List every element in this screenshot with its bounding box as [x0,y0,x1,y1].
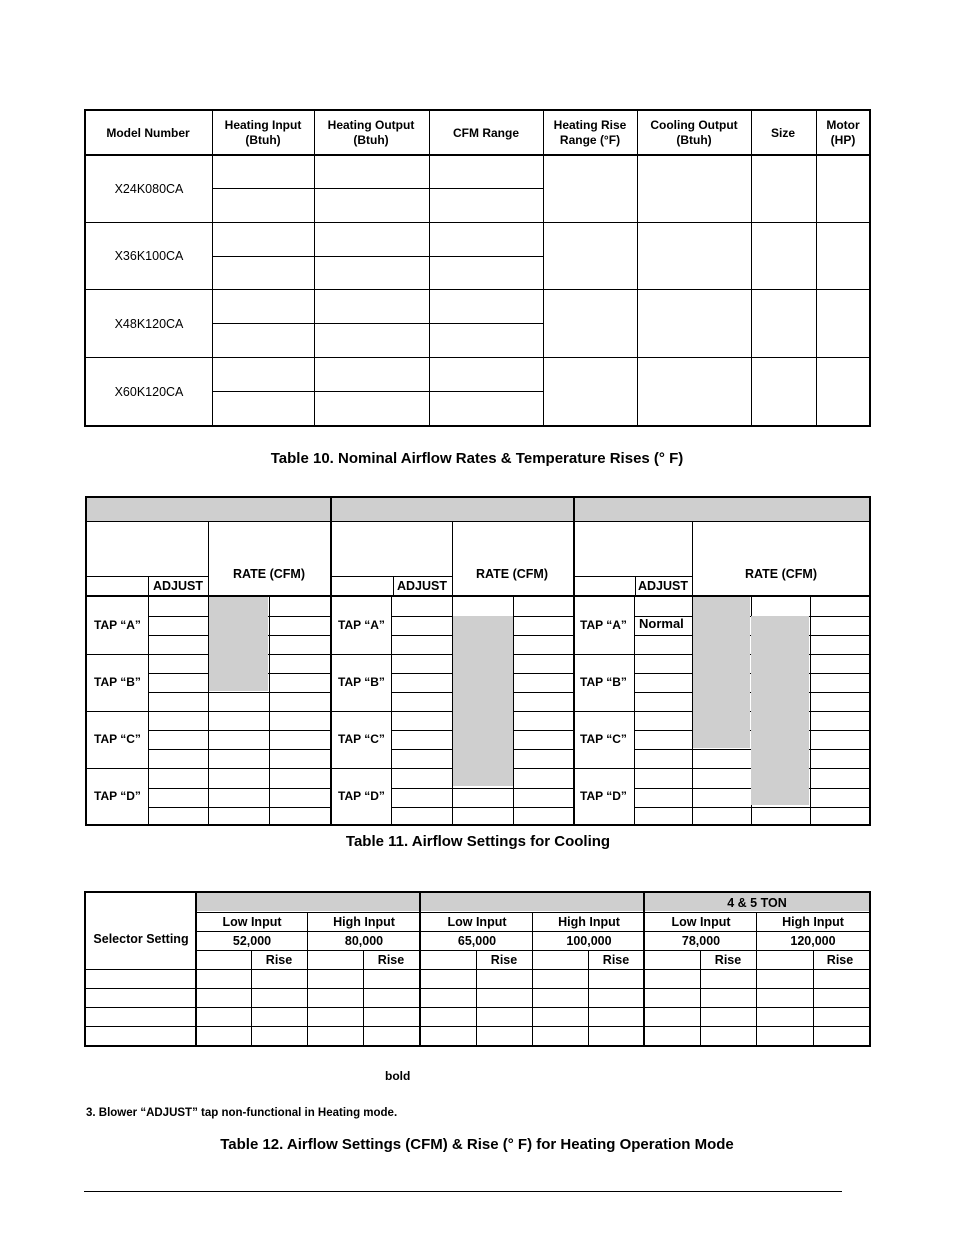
adjust-divider [393,576,394,595]
rise-label: Rise [826,953,854,967]
adjust-label: ADJUST [152,579,204,593]
table10-header-5: Cooling Output [650,118,738,132]
input-value: 78,000 [681,934,721,948]
tap-label: TAP “C” [94,732,141,746]
adjust-divider [635,576,636,595]
high-input-label: High Input [558,915,620,929]
row-divider [148,730,330,731]
input-value: 52,000 [232,934,272,948]
table10-header-7: Motor [826,118,860,132]
bold-note: bold [385,1069,411,1083]
header-band-rule [85,521,871,522]
sub-row-divider [212,188,543,189]
rate-cfm-label: RATE (CFM) [476,567,548,581]
row-divider [85,768,330,769]
column-divider [637,109,638,427]
table10-header-4: Range (°F) [559,133,621,147]
input-value: 120,000 [790,934,836,948]
tap-label: TAP “A” [94,618,141,632]
header-rule [85,595,871,597]
input-divider [756,912,757,1047]
row-divider [84,988,871,989]
row-divider [575,768,871,769]
table10-header-7: (HP) [830,133,856,147]
column-divider [816,109,817,427]
header-row-line [196,931,871,932]
rate-shade [453,616,513,786]
table10-header-5: (Btuh) [676,133,712,147]
row-divider [84,1026,871,1027]
row-divider [85,654,330,655]
low-input-label: Low Input [671,915,731,929]
table10-header-6: Size [770,126,796,140]
rise-divider [251,950,252,1047]
tap-label: TAP “B” [580,675,627,689]
rise-label: Rise [377,953,405,967]
rise-label: Rise [490,953,518,967]
header-rule [84,154,871,156]
selector-setting-label: Selector Setting [93,932,189,946]
model-number: X24K080CA [114,182,184,196]
header-row-line [84,969,871,970]
tap-label: TAP “B” [94,675,141,689]
table10-header-0: Model Number [106,126,190,140]
footer-rule [84,1191,842,1192]
normal-label: Normal [639,616,684,631]
input-value: 100,000 [566,934,612,948]
column-divider [751,109,752,427]
adjust-rule [85,576,208,577]
input-divider [307,912,308,1047]
row-divider [84,222,871,223]
rise-divider [363,950,364,1047]
row-divider [84,357,871,358]
rate-shade [209,598,268,691]
group-title-4-5-ton: 4 & 5 TON [727,896,787,910]
rise-divider [476,950,477,1047]
header-row-line [196,950,871,951]
table10-header-3: CFM Range [453,126,519,140]
rate-cfm-label: RATE (CFM) [745,567,817,581]
rate-shade [693,598,750,748]
column-divider [543,109,544,427]
table10-header-1: (Btuh) [245,133,281,147]
model-number: X48K120CA [114,317,184,331]
input-value: 80,000 [344,934,384,948]
note-3: 3. Blower “ADJUST” tap non-functional in Heating mode. [86,1107,398,1119]
rise-label: Rise [602,953,630,967]
adjust-label: ADJUST [637,579,689,593]
input-divider [532,912,533,1047]
sub-row-divider [212,256,543,257]
row-divider [148,788,330,789]
tap-label: TAP “C” [580,732,627,746]
tap-label: TAP “A” [338,618,385,632]
row-divider [391,807,573,808]
row-divider [634,807,871,808]
low-input-label: Low Input [222,915,282,929]
rise-divider [700,950,701,1047]
model-number: X36K100CA [114,249,184,263]
table10-header-1: Heating Input [224,118,302,132]
rate-shade [751,616,809,805]
high-input-label: High Input [333,915,395,929]
adjust-divider [148,576,149,595]
sub-row-divider [212,391,543,392]
tap-label: TAP “D” [94,789,141,803]
table10-header-2: Heating Output [327,118,415,132]
adjust-label: ADJUST [396,579,448,593]
table11-caption: Table 11. Airflow Settings for Cooling [345,833,611,850]
section-divider [573,496,575,826]
tap-label: TAP “B” [338,675,385,689]
rise-label: Rise [714,953,742,967]
sub-row-divider [212,323,543,324]
column-divider [429,109,430,427]
table10-header-2: (Btuh) [353,133,389,147]
row-divider [148,692,330,693]
high-input-label: High Input [782,915,844,929]
section-divider [330,496,332,826]
adjust-rule [332,576,452,577]
tap-label: TAP “A” [580,618,627,632]
low-input-label: Low Input [447,915,507,929]
table12-caption: Table 12. Airflow Settings (CFM) & Rise (° F) for Heating Operation Mode [220,1136,734,1153]
column-divider [314,109,315,427]
table10-header-4: Heating Rise [553,118,627,132]
column-divider [212,109,213,427]
row-divider [84,289,871,290]
row-divider [148,749,330,750]
header-row-line [196,912,871,913]
rate-cfm-label: RATE (CFM) [233,567,305,581]
tap-label: TAP “C” [338,732,385,746]
row-divider [84,1007,871,1008]
row-divider [85,711,330,712]
rise-label: Rise [265,953,293,967]
rise-divider [588,950,589,1047]
row-divider [391,788,573,789]
adjust-rule [575,576,692,577]
model-number: X60K120CA [114,385,184,399]
tap-label: TAP “D” [580,789,627,803]
table10-caption: Table 10. Nominal Airflow Rates & Temperature Rises (° F) [270,450,684,467]
input-value: 65,000 [457,934,497,948]
row-divider [148,807,330,808]
tap-label: TAP “D” [338,789,385,803]
rise-divider [813,950,814,1047]
